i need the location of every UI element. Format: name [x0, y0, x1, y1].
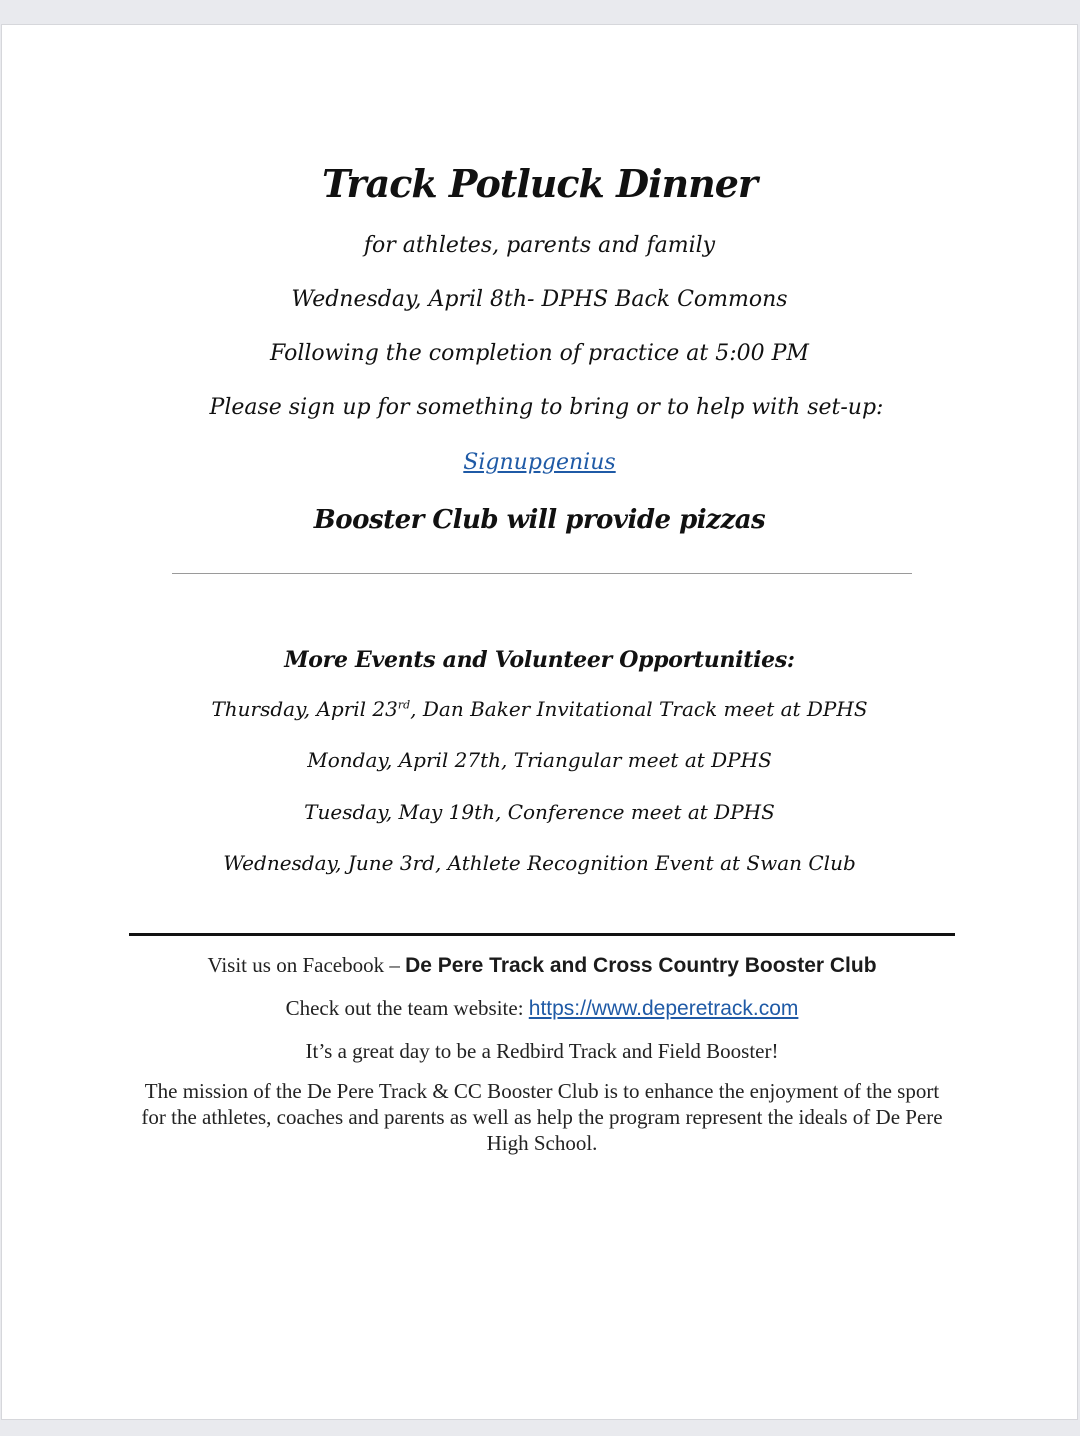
event-item-date: Thursday, April 23: [211, 697, 398, 721]
signup-link-row: [2, 450, 1077, 475]
bottom-strip: [0, 1420, 1080, 1436]
footer-divider: [129, 933, 955, 936]
mission-statement: The mission of the De Pere Track & CC Booster Club is to enhance the enjoyment of the sport for the athletes, coaches and parents as well as help the program represent the ideals of De Pere High School.: [141, 1079, 943, 1155]
more-events-heading: More Events and Volunteer Opportunities:: [284, 647, 795, 673]
facebook-page-name: De Pere Track and Cross Country Booster Club: [405, 954, 877, 977]
pizza-note: Booster Club will provide pizzas: [313, 505, 766, 535]
event-audience: for athletes, parents and family: [363, 233, 716, 258]
event-title: Track Potluck Dinner: [322, 161, 757, 206]
facebook-line: [129, 953, 955, 978]
event-date-location: Wednesday, April 8th- DPHS Back Commons: [291, 287, 788, 312]
event-time: Following the completion of practice at 5:00 PM: [270, 341, 809, 366]
website-prefix: Check out the team website:: [285, 996, 529, 1020]
document-page: [1, 24, 1078, 1420]
event-item: [2, 697, 1077, 721]
website-link[interactable]: https://www.deperetrack.com: [528, 997, 799, 1020]
event-item: Monday, April 27th, Triangular meet at DPHS: [307, 748, 772, 772]
tagline: It’s a great day to be a Redbird Track and Field Booster!: [305, 1039, 779, 1063]
section-divider: [172, 573, 912, 574]
facebook-prefix: Visit us on Facebook –: [207, 953, 406, 977]
signup-prompt: Please sign up for something to bring or to help with set-up:: [209, 395, 884, 420]
event-item: Wednesday, June 3rd, Athlete Recognition Event at Swan Club: [223, 851, 856, 875]
event-item-ordinal: rd: [397, 698, 411, 712]
event-item-desc: , Dan Baker Invitational Track meet at DPHS: [410, 697, 868, 721]
signupgenius-link[interactable]: Signupgenius: [463, 450, 616, 475]
website-line: [129, 996, 955, 1021]
event-item: Tuesday, May 19th, Conference meet at DPHS: [304, 800, 775, 824]
